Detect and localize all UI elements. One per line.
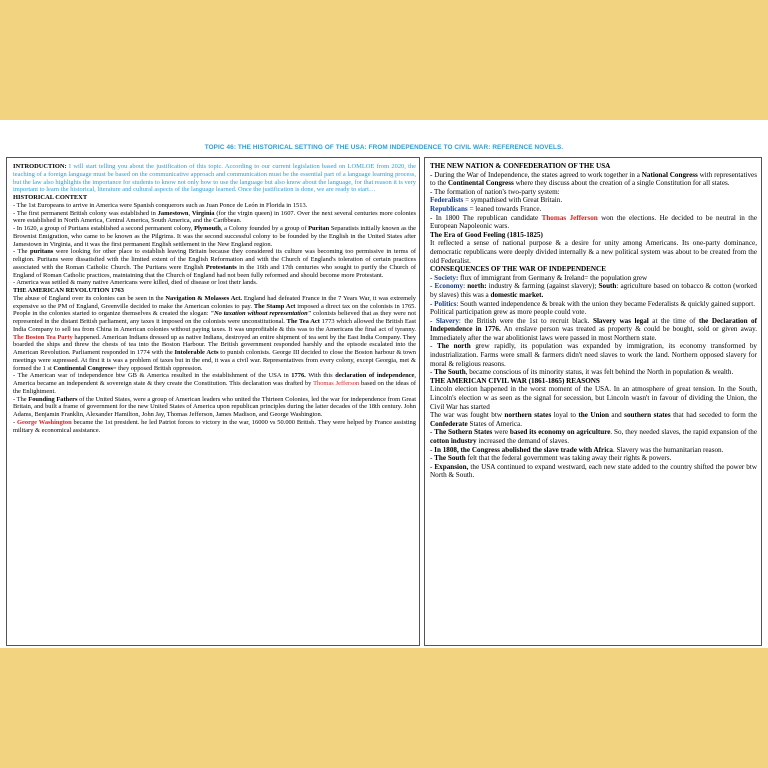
- new-nation-heading: THE NEW NATION & CONFEDERATION OF THE USA: [430, 162, 611, 170]
- text-span: became the 1st president. he led Patriot forces to victory in the war, 16000 vs 50.000 British. They were helped by France assisting military & economical assistance.: [13, 418, 416, 434]
- text-span: puritans: [30, 248, 54, 256]
- text-span: domestic market.: [490, 290, 544, 299]
- hc-paragraph-3: [13, 225, 416, 248]
- nn-paragraph-2: - The formation of nation's two-party system:: [430, 187, 560, 196]
- nn-paragraph-5: [430, 214, 757, 231]
- text-span: (for the virgin queen) in 1607. Over the next several centuries more colonies were established in North America, Central America, South America, and the Caribbean.: [13, 209, 416, 225]
- text-span: "No taxation without representation": [210, 310, 312, 318]
- text-span: An enslave person was treated as property & could be bought, sold or given away. Immediately after the war abolitionist laws were passed in most Northern state.: [430, 325, 757, 342]
- c-paragraph-5: [430, 317, 757, 343]
- text-span: The Boston Tea Party: [13, 333, 73, 341]
- text-span: South: [598, 282, 617, 291]
- cw-paragraph-2: [430, 411, 757, 428]
- text-span: -: [430, 273, 435, 282]
- text-span: Puritan: [308, 225, 330, 232]
- rev-paragraph-3: [13, 396, 416, 419]
- text-span: George Washington: [17, 418, 72, 426]
- text-span: - The first permanent British colony was established in: [13, 209, 158, 217]
- text-span: 1773 which allowed the British East India Company to sell tea from China in American colonies without paying taxes. It was unprofitable & this was to the Americans the final act of tyranny.: [13, 318, 417, 333]
- text-span: The Sothern States: [434, 428, 493, 437]
- text-span: Thomas Jefferson: [541, 213, 598, 222]
- rev-paragraph-1: [13, 295, 416, 373]
- text-span: Separatists initially known as the Brownist Emigration, who came to be known as the Pilgrims. It was the second successful colony to be founded by the English in the United States after Jamestown in Virginia, and it was the first permanent English settlement in the New England region.: [13, 225, 416, 248]
- text-span: : the British were the 1st to recruit black.: [458, 316, 593, 325]
- text-span: The Tea Act: [286, 318, 320, 325]
- text-span: The Stamp Act: [253, 302, 296, 310]
- text-span: -: [430, 428, 435, 437]
- text-span: the Declaration of Independence in 1776.: [430, 316, 757, 334]
- text-span: Thomas Jefferson: [313, 380, 360, 387]
- text-span: The South: [434, 368, 466, 377]
- text-span: -: [430, 342, 438, 351]
- text-span: based on the ideas of the Enlightment.: [13, 380, 416, 395]
- cw-paragraph-3: [430, 428, 757, 445]
- text-span: The South: [434, 454, 466, 463]
- text-span: - The: [13, 248, 31, 256]
- text-span: Continental Congress: [447, 179, 514, 188]
- text-span: Intolerable Acts: [174, 349, 219, 356]
- text-span: With this: [305, 372, 336, 380]
- text-span: Society:: [434, 273, 459, 282]
- text-span: -: [430, 368, 435, 377]
- text-span: were: [492, 428, 510, 437]
- rev-paragraph-2: [13, 372, 416, 395]
- text-span: = sympathised with Great Britain.: [463, 196, 563, 205]
- text-span: Protestants: [205, 263, 237, 271]
- text-span: Navigation & Molasses Act.: [165, 294, 242, 302]
- text-span: -: [430, 462, 435, 471]
- cw-paragraph-1: Lincoln election happened in the worst moment of the USA. In an atmosphere of great tension. In the South, Lincoln's election w as seen as the signal for secession, but Lincoln wasn't in favour of dividing the Union, the Civil War has started: [430, 385, 757, 411]
- text-span: that had seceded to form the: [670, 411, 757, 420]
- gf-paragraph: It reflected a sense of national purpose & a desire for unity among Americans. Its one-party dominance, democratic republicans were deeply divided internally & a new political system was about to be created from the old Federalist.: [430, 239, 757, 265]
- text-span: Virginia: [191, 209, 215, 217]
- text-span: -: [430, 454, 435, 463]
- text-span: colonists believed that as they were not represented in the distant British parliament, any taxes it imposed on the colonists were unconstitutional.: [13, 310, 416, 325]
- text-span: northern states: [504, 411, 552, 420]
- hc-paragraph-2: [13, 210, 416, 226]
- text-span: cotton industry: [430, 437, 477, 445]
- text-span: . Slavery was the humanitarian reason.: [612, 445, 724, 454]
- text-span: ,: [188, 209, 192, 217]
- text-span: increased the demand of slaves.: [476, 437, 570, 445]
- text-span: where they discuss about the creation of a single Constitution for all states.: [513, 179, 730, 188]
- text-span: and: [609, 411, 625, 420]
- text-span: Politics: [434, 299, 457, 308]
- hc-paragraph-1: - The 1st Europeans to arrive in America were Spanish conquerors such as Juan Ponce de León in Florida in 1513.: [13, 201, 308, 209]
- hc-paragraph-5: - America was settled & many native Americans were killed, died of disease or lost their lands.: [13, 279, 258, 287]
- text-span: . So, they needed slaves, the rapid expansion of the: [610, 428, 757, 437]
- revolution-heading: THE AMERICAN REVOLUTION 1763: [13, 287, 124, 294]
- text-span: Slavery was legal: [592, 316, 649, 325]
- text-span: = leaned towards France.: [467, 204, 542, 213]
- cw-paragraph-6: [430, 463, 757, 480]
- c-paragraph-4: Political participation grew as more people could vote.: [430, 308, 587, 317]
- text-span: to punish colonists. George III decided to close the Boston harbour & town meetings were supressed. At first it is was a problem of taxes but in the end, it was a civil war. Representatives from every colony, except Georgia, met & formed the 1 st: [13, 349, 416, 372]
- text-span: -: [430, 282, 435, 291]
- text-span: Founding Fathers: [28, 395, 78, 403]
- text-span: in the 16th and 17th centuries who sought to purify the Church of England of Roman Catholic practices, maintaining that the Church of England had not been fully reformed and should become more Protestant.: [13, 263, 417, 279]
- text-span: National Congress: [641, 170, 698, 179]
- nn-paragraph-3: [430, 196, 757, 205]
- text-span: industry & farming (against slavery);: [486, 282, 599, 291]
- text-span: - In 1800 The republican candidate: [430, 213, 542, 222]
- text-span: , became conscious of its minority status, it was felt behind the North in population & wealth.: [465, 368, 734, 377]
- intro-label: INTRODUCTION:: [13, 163, 67, 170]
- text-span: The north: [437, 342, 471, 351]
- introduction-paragraph: [13, 163, 416, 194]
- text-span: the USA continued to expand westward, each new state added to the country shifted the power btw North & South.: [430, 462, 757, 480]
- text-span: : South wanted independence & break with the union they became Federalists & quickly gained support.: [456, 299, 756, 308]
- rev-paragraph-4: [13, 419, 416, 435]
- text-span: Confederate: [430, 419, 468, 428]
- text-span: : agriculture based on tobacco & cotton (worked by slaves) this was a: [430, 282, 757, 299]
- text-span: Economy: [434, 282, 464, 291]
- c-paragraph-3: [430, 300, 757, 309]
- text-span: 1776.: [291, 372, 306, 380]
- cw-paragraph-5: [430, 454, 757, 463]
- cw-paragraph-4: [430, 446, 757, 455]
- text-span: Continental Congress: [53, 364, 113, 372]
- text-span: grew rapidly, its population was expanded by immigration, its economy transformed by industrialization. Farms were small & farmers didn't need slaves to work the land. Northern opposed slavery for moral & religious reasons.: [430, 342, 758, 368]
- text-span: Jamestown: [157, 209, 189, 217]
- text-span: Republicans: [430, 204, 468, 213]
- text-span: felt that the federal government was taking away their rights & powers.: [465, 454, 672, 463]
- text-span: :: [463, 282, 468, 291]
- text-span: - In 1620, a group of Puritans established a second permanent colony,: [13, 225, 195, 232]
- text-span: imposed a direct tax on the colonists in 1765. People in the colonies started to organize themselves & created the slogan:: [13, 302, 417, 318]
- nn-paragraph-1: [430, 171, 757, 188]
- text-span: , a Colony founded by a group of: [220, 225, 309, 232]
- page-title: TOPIC 46: THE HISTORICAL SETTING OF THE USA: FROM INDEPENDENCE TO CIVIL WAR: REFERENCE NOVELS.: [204, 144, 564, 151]
- text-span: loyal to: [551, 411, 579, 420]
- text-span: flux of immigrant from Germany & Ireland= the population grew: [458, 273, 648, 282]
- right-column: [424, 157, 762, 646]
- text-span: at the time of: [648, 316, 699, 325]
- document-sheet: [0, 120, 768, 648]
- text-span: - During the War of Independence, the states agreed to work together in a: [430, 170, 642, 179]
- nn-paragraph-4: [430, 205, 757, 214]
- text-span: = they opposed British oppression.: [112, 364, 203, 372]
- text-span: declaration of independence: [335, 372, 415, 380]
- text-span: England had defeated France in the 7 Years War, it was extremely expensive so the PM of England, Greenville decided to make the American colonies to pay.: [13, 294, 416, 310]
- text-span: -: [430, 316, 436, 325]
- c-paragraph-7: [430, 368, 757, 377]
- text-span: In 1808, the Congress abolished the slave trade with Africa: [434, 445, 613, 454]
- text-span: -: [430, 299, 435, 308]
- consequences-heading: CONSEQUENCES OF THE WAR OF INDEPENDENCE: [430, 265, 606, 274]
- good-feeling-heading: The Era of Good Feeling (1815-1825): [430, 230, 543, 239]
- text-span: with representatives to the: [430, 170, 757, 188]
- text-span: Slavery: [435, 316, 459, 325]
- text-span: States of America.: [467, 419, 523, 428]
- text-span: southern states: [624, 411, 671, 420]
- civil-war-heading: THE AMERICAN CIVIL WAR (1861-1865) REASONS: [430, 376, 600, 385]
- text-span: Federalists: [430, 196, 464, 205]
- text-span: Plymouth: [194, 225, 221, 232]
- text-span: - The American war of independence btw GB & America resulted in the establishment of the USA in: [13, 372, 292, 380]
- text-span: - The: [13, 395, 29, 403]
- text-span: were looking for other place to establish leaving Britain because they considered its culture was becoming too permissive in terms of religion. Puritans were dissatisfied with the limited extent of the English Reformation and with the Church of England's toleration of certain practices associated with the Roman Catholic Church. The Puritans were English: [13, 248, 416, 271]
- text-span: happened. American Indians dressed up as native Indians, destroyed an entire shipment of tea sent by the East India Company. They boarded the ships and threw the chests of tea into the Boston Harbour. The British government responded harshly and the episode escalated into the American Revolution. Parliament responded in 1774 with the: [13, 333, 416, 356]
- historical-context-heading: HISTORICAL CONTEXT: [13, 194, 88, 201]
- text-span: won the elections. He decided to be neutral in the European Napoleonic wars.: [430, 213, 757, 231]
- left-column: [6, 157, 420, 646]
- text-span: -: [13, 418, 17, 426]
- text-span: north:: [467, 282, 487, 291]
- c-paragraph-2: [430, 282, 757, 299]
- text-span: The war was fought btw: [430, 411, 505, 420]
- text-span: , America became an independent & sovereign state & they create the Constitution. This declaration was drafted by: [13, 372, 416, 387]
- text-span: The abuse of England over its colonies can be seen in the: [13, 294, 166, 302]
- c-paragraph-6: [430, 342, 757, 368]
- text-span: the Union: [578, 411, 609, 420]
- intro-text: I will start telling you about the justification of this topic. According to our current legislation based on LOMLOE from 2020, the teaching of a foreign language must be based on the communicative approach and communication must be the essential part of a language learning process, but the law also highlights the importance for students to know not only how to use the language but also know about the language, for that reason it is very important to learn the historical, literature and cultural aspects of the language learned. Once the justification is done, we are ready to start…: [13, 163, 416, 194]
- hc-paragraph-4: [13, 248, 416, 279]
- text-span: based its economy on agriculture: [509, 428, 611, 437]
- text-span: Expansion,: [434, 462, 469, 471]
- c-paragraph-1: [430, 274, 757, 283]
- text-span: of the United States, were a group of American leaders who united the Thirteen Colonies, led the war for independence from Great Britain, and built a frame of government for the new United States of America upon republican principles during the latter decades of the 18th century. John Adams, Benjamin Franklin, Alexander Hamilton, John Jay, Thomas Jefferson, James Madison, and George Washington.: [13, 395, 416, 418]
- text-span: -: [430, 445, 435, 454]
